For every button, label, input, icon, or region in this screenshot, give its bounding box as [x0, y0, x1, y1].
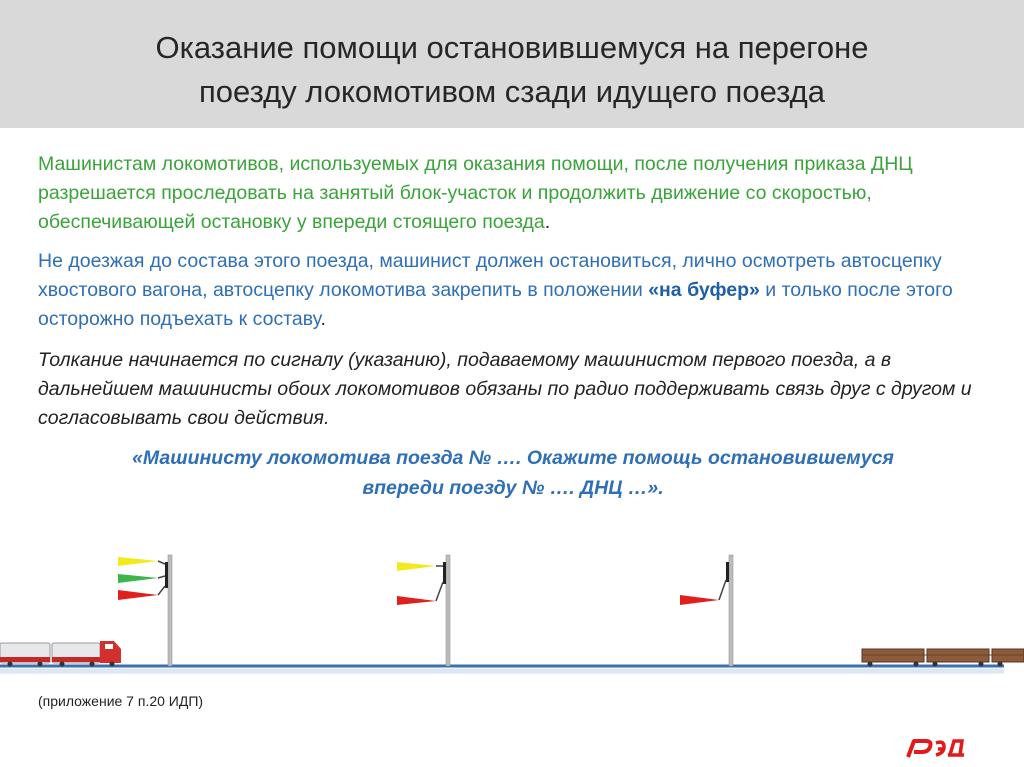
order-quote: [38, 443, 988, 503]
signal-1-red-flag: [118, 590, 158, 600]
signal-1: [118, 555, 172, 666]
title-line-1: Оказание помощи остановившемуся на перегоне: [155, 30, 869, 65]
signal-2-red-flag: [397, 596, 436, 605]
title-bar: [0, 0, 1024, 128]
signal-2: [397, 555, 450, 666]
signal-1-yellow-flag: [118, 557, 158, 566]
rzd-logo: [900, 735, 970, 761]
slide-title: [40, 26, 984, 114]
railway-scene: [0, 545, 1024, 685]
stopped-train: [862, 649, 1024, 667]
helper-locomotive: [0, 641, 121, 667]
paragraph-pushing-text: Толкание начинается по сигналу (указанию), подаваемому машинистом первого поезда, а в дальнейшем машинисты обоих локомотивов обязаны по радио поддерживать связь друг с другом и согласовывать свои действия: [38, 349, 972, 429]
order-quote-line-1: «Машинисту локомотива поезда № …. Окажите помощь остановившемуся: [132, 447, 894, 469]
paragraph-permission: Машинистам локомотивов, используемых для оказания помощи, после получения приказа ДНЦ разрешается проследовать на занятый блок-участок и продолжить движение со скоростью, обеспечивающей остановку у впереди стоящего поезда.: [38, 153, 913, 233]
reference-note: (приложение 7 п.20 ИДП): [38, 693, 204, 709]
title-line-2: поезду локомотивом сзади идущего поезда: [198, 74, 826, 109]
paragraph-stop-inspect: Не доезжая до состава этого поезда, машинист должен остановиться, лично осмотреть автосцепку хвостового вагона, автосцепку локомотива закрепить в положении «на буфер» и только после этого осторожно подъехать к составу.: [38, 250, 953, 330]
paragraph-pushing: Толкание начинается по сигналу (указанию), подаваемому машинистом первого поезда, а в дальнейшем машинисты обоих локомотивов обязаны по радио поддерживать связь друг с другом и согласовывать свои действия.: [38, 349, 972, 429]
signal-1-green-flag: [118, 574, 158, 583]
order-quote-line-2: впереди поезду № …. ДНЦ …».: [362, 477, 664, 499]
paragraph-permission-text: Машинистам локомотивов, используемых для оказания помощи, после получения приказа ДНЦ разрешается проследовать на занятый блок-участок и продолжить движение со скоростью, обеспечивающей остановку у впереди стоящего поезда: [38, 153, 913, 233]
signal-2-yellow-flag: [397, 562, 436, 571]
on-buffer-emphasis: «на буфер»: [648, 279, 760, 301]
paragraph-stop-inspect-text-2: и только после этого осторожно подъехать к составу: [38, 279, 953, 330]
signal-3-red-flag: [680, 595, 719, 605]
signal-3: [680, 555, 733, 666]
paragraph-stop-inspect-text-1: Не доезжая до состава этого поезда, машинист должен остановиться, лично осмотреть автосцепку хвостового вагона, автосцепку локомотива закрепить в положении: [38, 250, 942, 301]
